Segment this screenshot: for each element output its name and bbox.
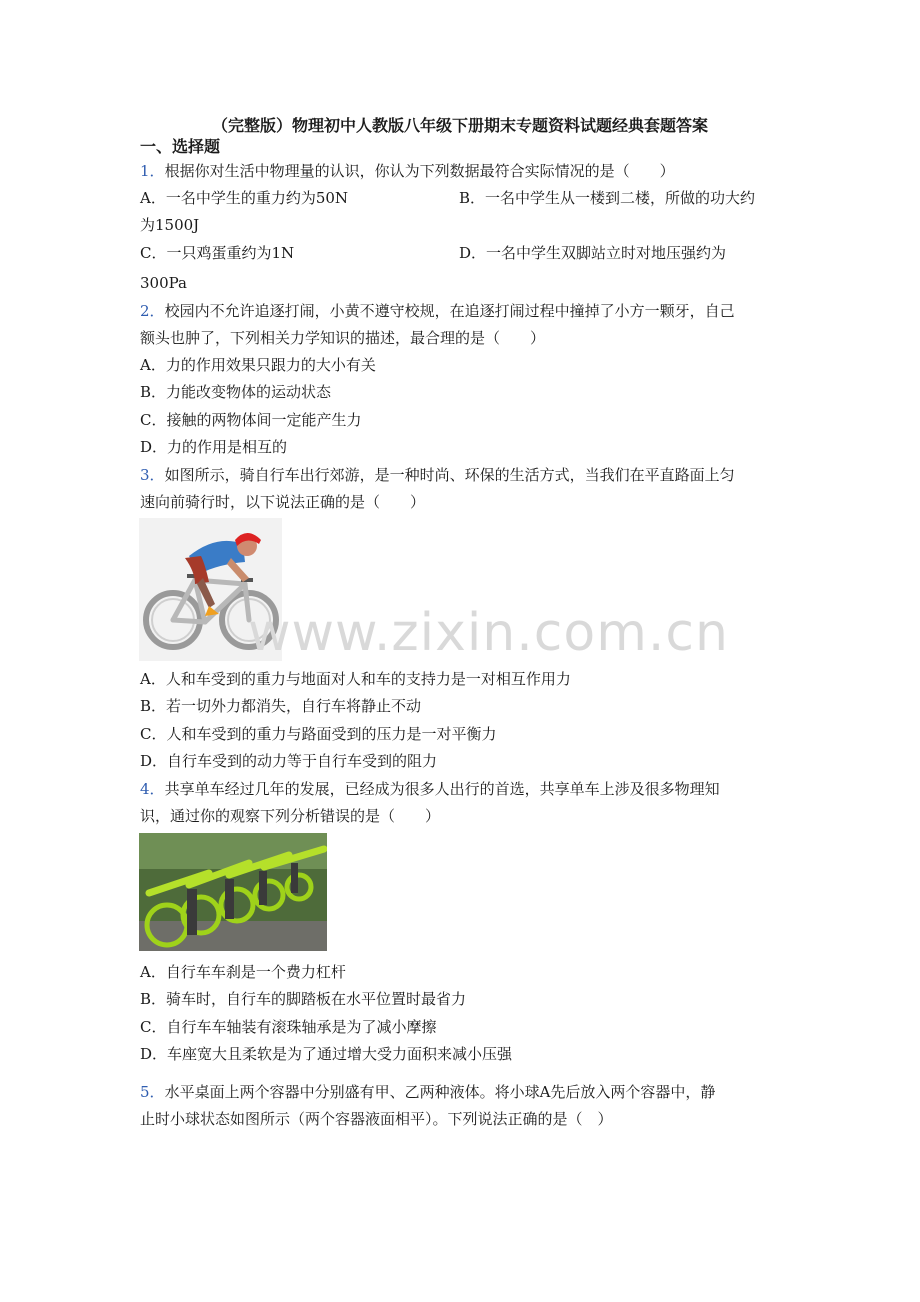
question-2-stem-line-2: 额头也肿了，下列相关力学知识的描述，最合理的是（ ） bbox=[140, 329, 546, 347]
question-3-stem-line-2: 速向前骑行时，以下说法正确的是（ ） bbox=[140, 493, 426, 511]
question-4-number: 4 bbox=[140, 780, 150, 798]
question-3-number: 3 bbox=[140, 466, 150, 484]
question-3-option-d: D．自行车受到的动力等于自行车受到的阻力 bbox=[140, 752, 438, 770]
question-1-option-b-continued: 为1500J bbox=[140, 216, 200, 234]
question-1-option-b: B．一名中学生从一楼到二楼，所做的功大约 bbox=[459, 189, 756, 207]
question-4-option-a: A．自行车车刹是一个费力杠杆 bbox=[140, 963, 346, 981]
document-title: （完整版）物理初中人教版八年级下册期末专题资料试题经典套题答案 bbox=[211, 116, 708, 135]
question-5-stem-line-2: 止时小球状态如图所示（两个容器液面相平）。下列说法正确的是（ ） bbox=[140, 1110, 613, 1128]
question-4-option-c: C．自行车车轴装有滚珠轴承是为了减小摩擦 bbox=[140, 1018, 437, 1036]
question-3-option-c: C．人和车受到的重力与路面受到的压力是一对平衡力 bbox=[140, 725, 497, 743]
question-2-option-b: B．力能改变物体的运动状态 bbox=[140, 383, 332, 401]
question-2-option-a: A．力的作用效果只跟力的大小有关 bbox=[140, 356, 376, 374]
question-1-number: 1 bbox=[140, 162, 150, 180]
question-4-option-d: D．车座宽大且柔软是为了通过增大受力面积来减小压强 bbox=[140, 1045, 513, 1063]
question-4-stem: 4．共享单车经过几年的发展，已经成为很多人出行的首选，共享单车上涉及很多物理知 bbox=[140, 780, 720, 798]
shared-bikes-photo bbox=[139, 833, 327, 951]
question-3-stem: 3．如图所示，骑自行车出行郊游，是一种时尚、环保的生活方式，当我们在平直路面上匀 bbox=[140, 466, 735, 484]
question-2-stem: 2．校园内不允许追逐打闹，小黄不遵守校规，在追逐打闹过程中撞掉了小方一颗牙，自己 bbox=[140, 302, 735, 320]
question-4-option-b: B．骑车时，自行车的脚踏板在水平位置时最省力 bbox=[140, 990, 467, 1008]
question-1-option-d: D．一名中学生双脚站立时对地压强约为 bbox=[459, 244, 727, 262]
question-2-number: 2 bbox=[140, 302, 150, 320]
question-5-number: 5 bbox=[140, 1083, 150, 1101]
question-2-option-d: D．力的作用是相互的 bbox=[140, 438, 288, 456]
question-1-option-d-continued: 300Pa bbox=[140, 274, 187, 292]
question-1-option-a: A．一名中学生的重力约为50N bbox=[140, 189, 349, 207]
question-2-option-c: C．接触的两物体间一定能产生力 bbox=[140, 411, 362, 429]
section-heading: 一、选择题 bbox=[140, 137, 221, 156]
question-1-option-c: C．一只鸡蛋重约为1N bbox=[140, 244, 295, 262]
question-5-stem: 5．水平桌面上两个容器中分别盛有甲、乙两种液体。将小球A先后放入两个容器中，静 bbox=[140, 1083, 716, 1101]
question-1-stem: 1．根据你对生活中物理量的认识，你认为下列数据最符合实际情况的是（ ） bbox=[140, 162, 675, 180]
question-4-stem-line-2: 识，通过你的观察下列分析错误的是（ ） bbox=[140, 807, 441, 825]
question-3-option-a: A．人和车受到的重力与地面对人和车的支持力是一对相互作用力 bbox=[140, 670, 571, 688]
question-3-option-b: B．若一切外力都消失，自行车将静止不动 bbox=[140, 697, 422, 715]
watermark: www.zixin.com.cn bbox=[248, 603, 729, 663]
